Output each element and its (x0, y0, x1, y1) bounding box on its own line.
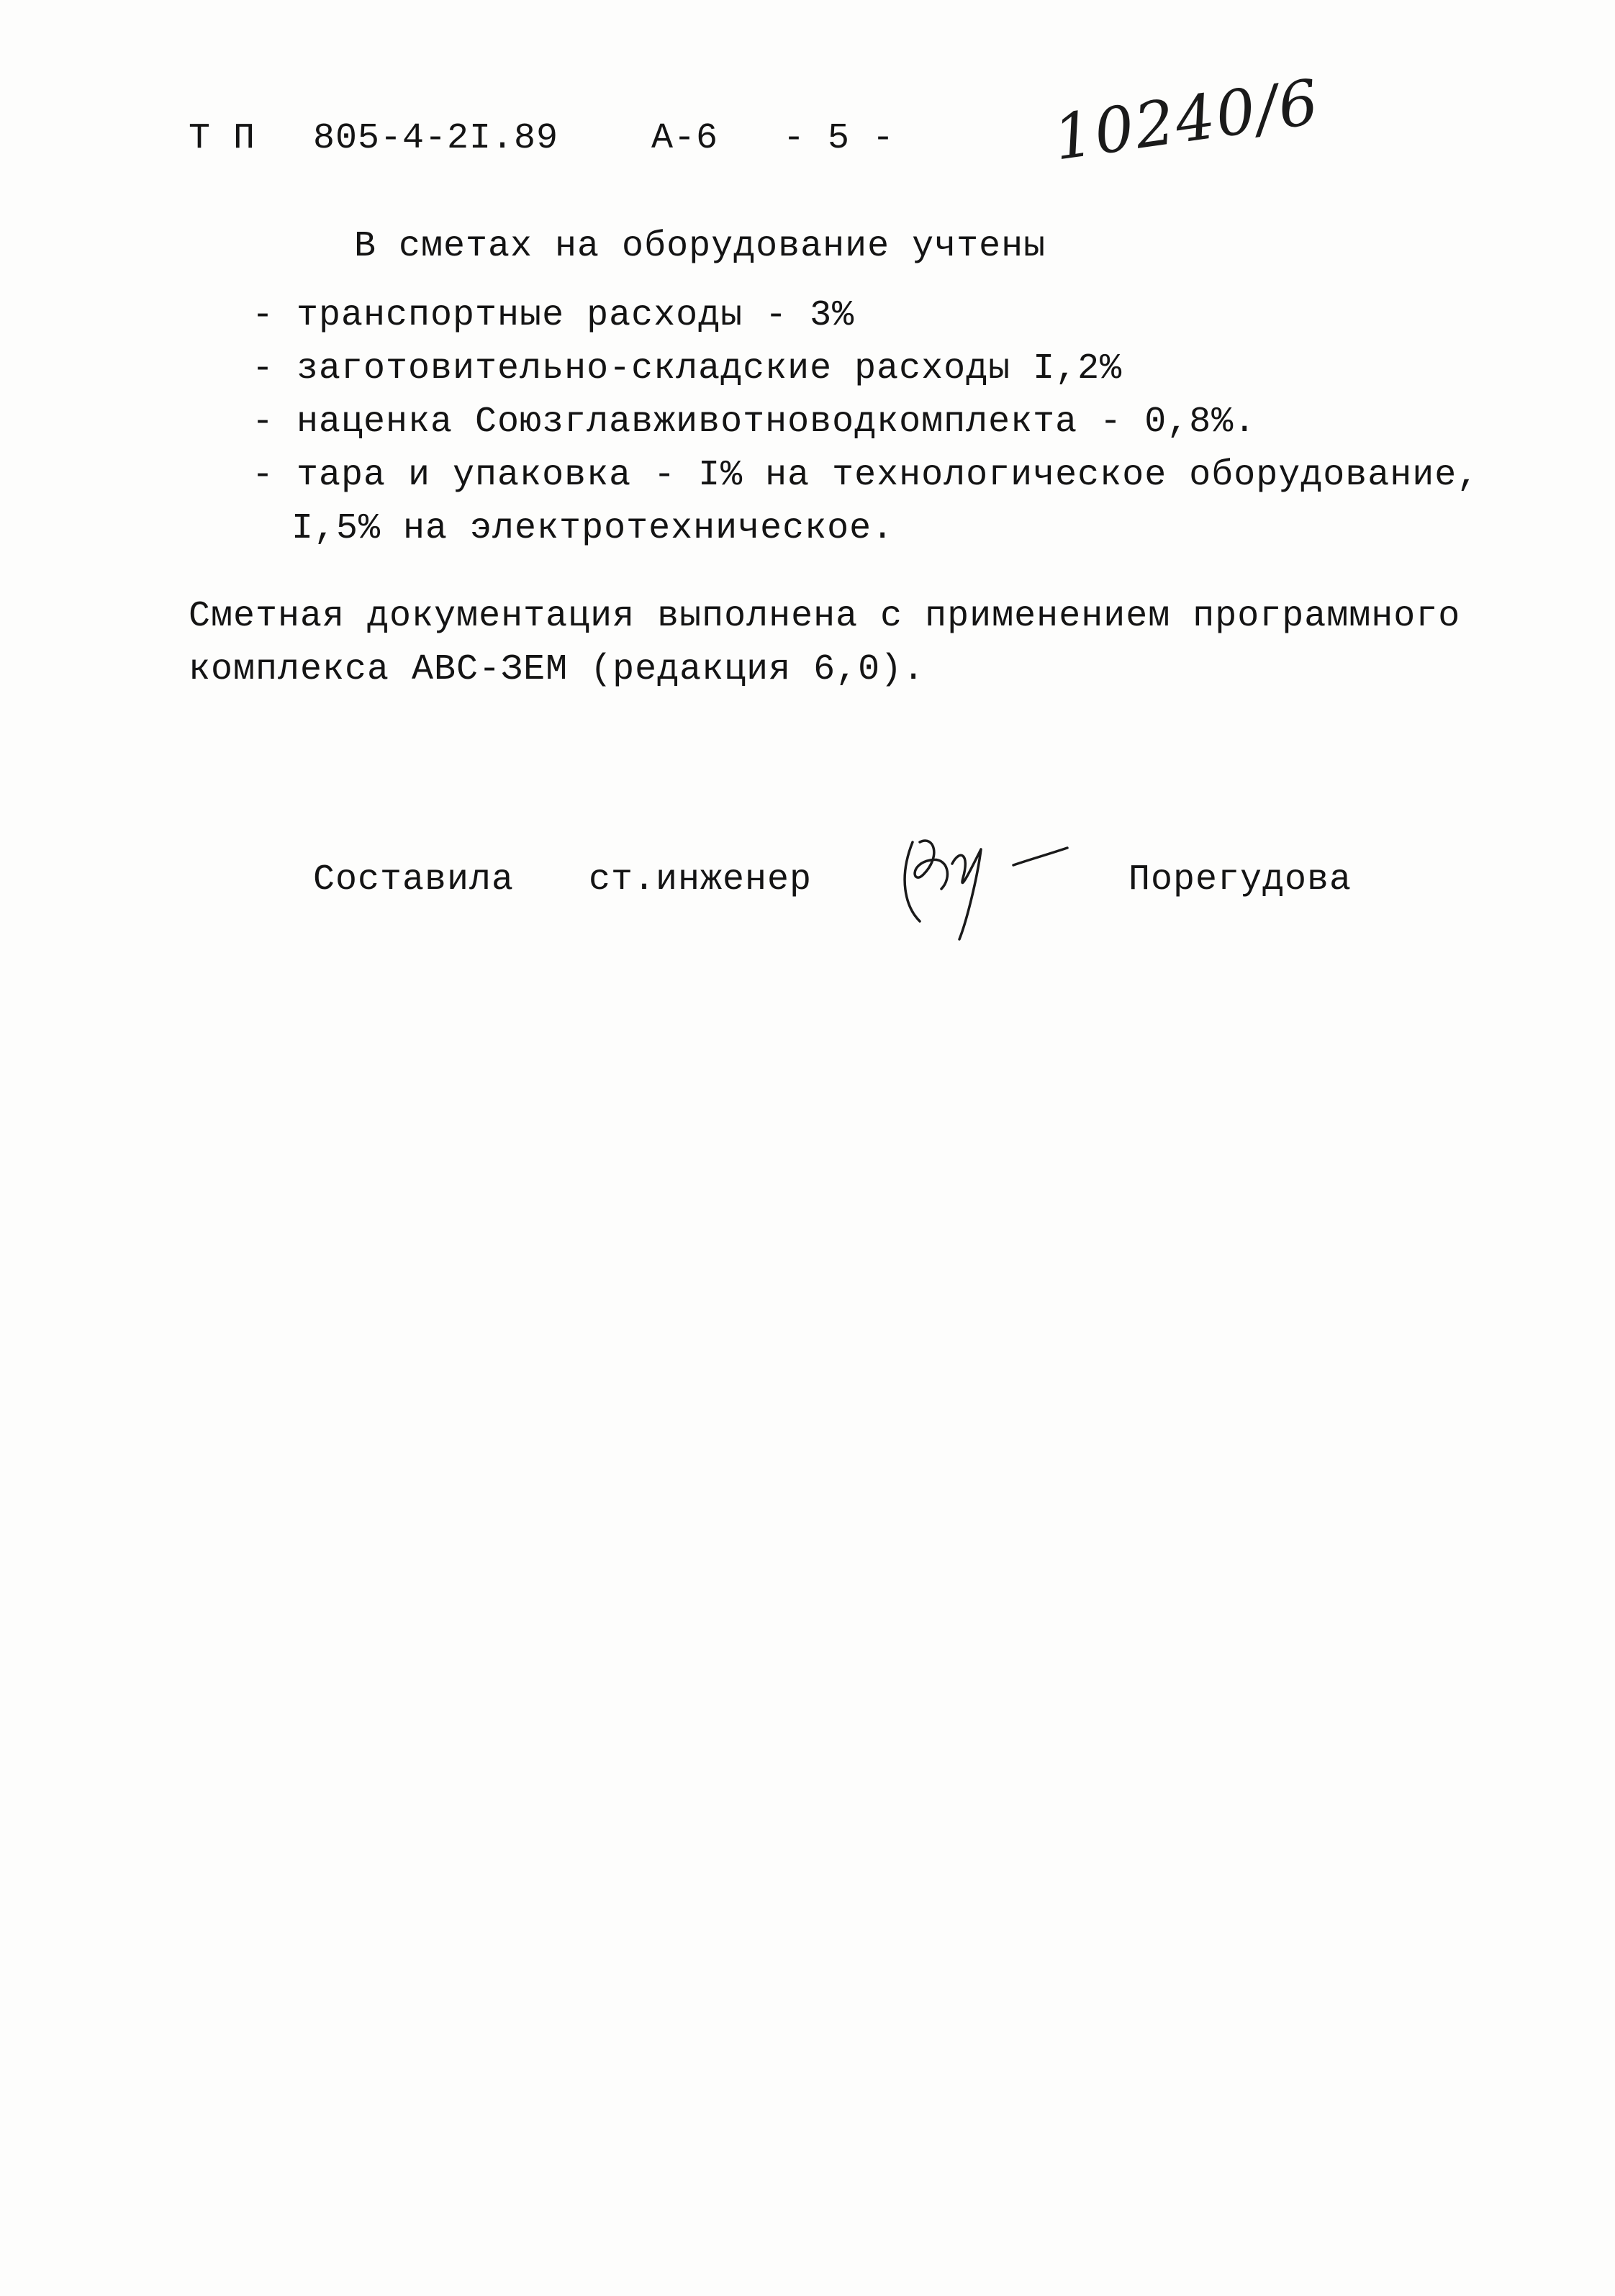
header-sheet: А-6 (651, 118, 719, 159)
signoff-role: Составила (313, 859, 515, 900)
list-item: - наценка Союзглавживотноводкомплекта - 0,8%. (252, 402, 1257, 443)
signoff-name: Порегудова (1128, 859, 1352, 900)
list-item: - заготовительно-складские расходы I,2% (252, 348, 1123, 389)
list-item: - транспортные расходы - 3% (252, 295, 855, 336)
intro-line: В сметах на оборудование учтены (354, 226, 1046, 267)
paragraph-line: Сметная документация выполнена с применением программного (189, 596, 1461, 637)
header-series: Т П (189, 118, 256, 159)
header-page-number: - 5 - (783, 118, 895, 159)
handwritten-inventory-number: 10240/6 (1049, 65, 1324, 175)
header-project-code: 805-4-2I.89 (313, 118, 559, 159)
paragraph-line: комплекса АВС-ЗЕМ (редакция 6,0). (189, 649, 926, 690)
signoff-title: ст.инженер (589, 859, 813, 900)
list-item-continuation: I,5% на электротехническое. (291, 508, 895, 549)
list-item: - тара и упаковка - I% на технологическое оборудование, (252, 455, 1480, 496)
handwritten-signature (891, 821, 1071, 943)
